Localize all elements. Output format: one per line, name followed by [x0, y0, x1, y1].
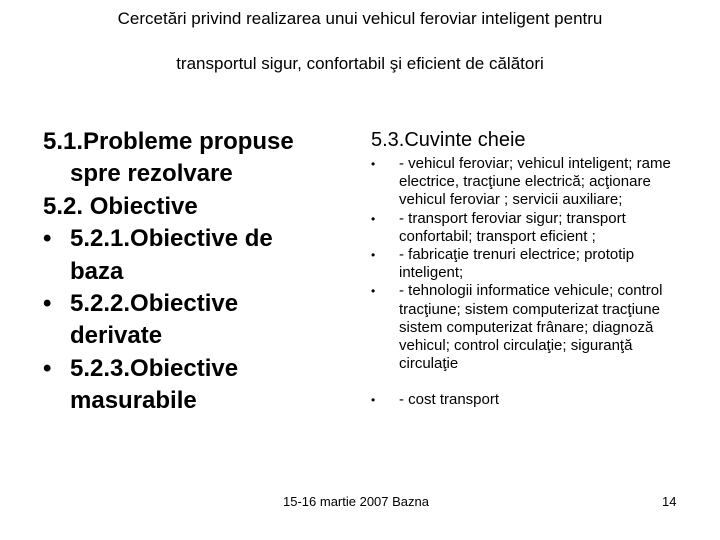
keywords-heading: 5.3.Cuvinte cheie	[371, 129, 526, 151]
keyword-item	[371, 155, 691, 210]
keywords-list	[371, 155, 691, 410]
slide-title-line-2: transportul sigur, confortabil şi eficient de călători	[176, 54, 544, 73]
keyword-text: - transport feroviar sigur; transport confortabil; transport eficient ;	[399, 209, 626, 245]
left-outline	[43, 126, 343, 418]
bullet: •	[371, 284, 376, 299]
outline-subitem-5-2-3	[43, 353, 343, 385]
bullet: •	[371, 211, 376, 226]
page-number: 14	[662, 494, 677, 509]
bullet: •	[371, 248, 376, 263]
footer-date: 15-16 martie 2007 Bazna	[283, 494, 429, 509]
bullet: •	[371, 157, 376, 171]
keyword-item	[371, 391, 691, 409]
outline-subitem-label: 5.2.3.Obiective	[70, 354, 239, 382]
outline-subitem-label: 5.2.1.Obiective de	[70, 225, 273, 253]
keyword-text: - vehicul feroviar; vehicul inteligent; rame electrice, tracţiune electrică; acţionare vehicul feroviar ; servicii auxiliare;	[399, 155, 671, 209]
keyword-item	[371, 282, 691, 373]
outline-item-5-1: 5.1.Probleme propuse	[43, 128, 294, 155]
bullet: •	[43, 290, 52, 318]
keywords-section	[371, 127, 691, 410]
keyword-text: - cost transport	[399, 391, 500, 409]
outline-item-5-2: 5.2. Obiective	[43, 192, 198, 220]
bullet: •	[371, 393, 376, 408]
outline-subitem-5-2-1-continued: baza	[70, 257, 124, 285]
keyword-text: - tehnologii informatice vehicule; control tracţiune; sistem computerizat tracţiune sistem computerizat frânare; diagnoză vehicul; control circulaţie; siguranţă circulaţie	[399, 282, 663, 373]
outline-subitem-label: 5.2.2.Obiective	[70, 290, 239, 318]
outline-subitem-5-2-2-continued: derivate	[70, 322, 163, 350]
slide-title-line-1: Cercetări privind realizarea unui vehicul feroviar inteligent pentru	[117, 9, 603, 28]
keyword-item	[371, 210, 691, 246]
bullet: •	[43, 225, 52, 253]
outline-subitem-5-2-3-continued: masurabile	[70, 387, 197, 415]
keyword-text: - fabricaţie trenuri electrice; prototip inteligent;	[399, 246, 635, 282]
bullet: •	[43, 354, 52, 382]
outline-item-5-1-continued: spre rezolvare	[70, 160, 233, 188]
outline-subitem-5-2-1	[43, 223, 343, 255]
outline-subitem-5-2-2	[43, 288, 343, 320]
keyword-item	[371, 246, 691, 282]
